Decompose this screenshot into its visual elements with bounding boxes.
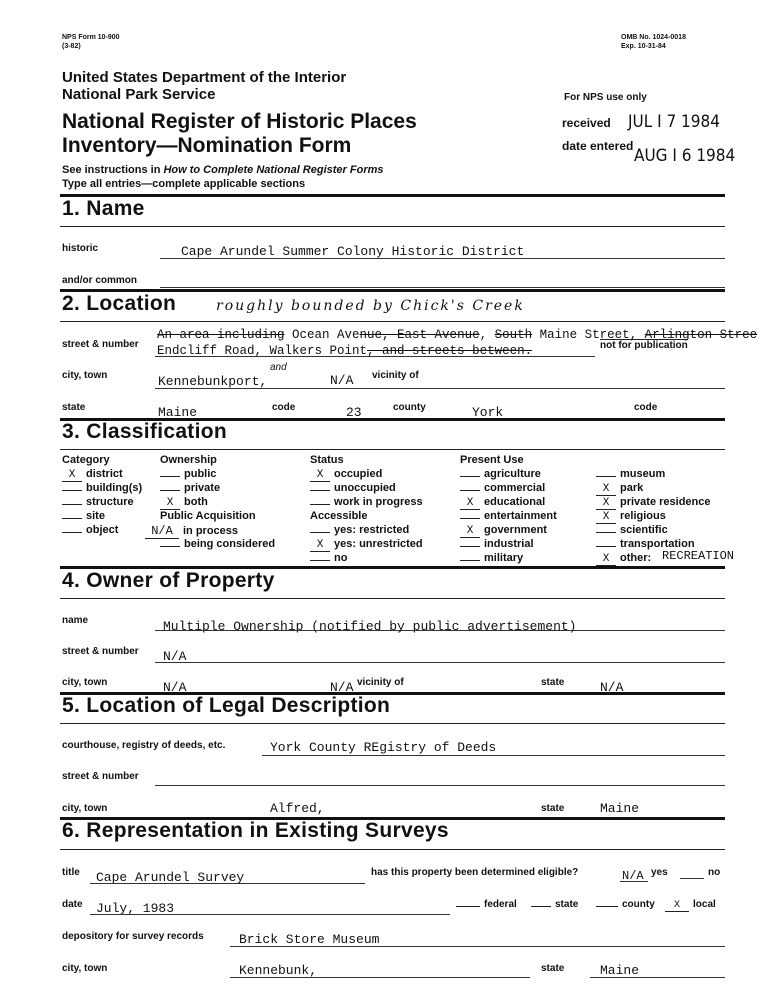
survey-city-value: Kennebunk, — [239, 963, 318, 978]
state-value: Maine — [158, 405, 198, 420]
code-value: 23 — [346, 405, 362, 420]
street-number-label: street & number — [62, 339, 139, 350]
legal-city-label: city, town — [62, 803, 108, 814]
survey-city-label: city, town — [62, 963, 108, 974]
section-divider — [60, 723, 725, 724]
section-divider — [60, 321, 725, 322]
eligible-mark: N/A — [622, 869, 644, 883]
checkbox-use-agriculture[interactable]: agriculture — [460, 468, 541, 480]
survey-title-label: title — [62, 867, 80, 878]
section-rule — [60, 194, 725, 197]
section-6-title: 6. Representation in Existing Surveys — [62, 819, 449, 842]
checkbox-use-private-residence[interactable]: X private residence — [596, 496, 711, 510]
section-divider — [60, 226, 725, 227]
date-entered-stamp: AUG I 6 1984 — [634, 146, 736, 166]
section-divider — [60, 598, 725, 599]
field-line — [262, 755, 725, 756]
checkbox-survey-state[interactable]: state — [531, 899, 578, 910]
city-value: Kennebunkport, — [158, 374, 268, 389]
checkbox-ownership-public[interactable]: public — [160, 468, 216, 480]
survey-state-value: Maine — [600, 963, 640, 978]
checkbox-access-no[interactable]: no — [310, 552, 347, 564]
common-label: and/or common — [62, 275, 138, 286]
checkbox-category-buildings[interactable]: building(s) — [62, 482, 142, 494]
eligible-question: has this property been determined eligible? — [371, 867, 579, 878]
checkbox-acquisition-in-process[interactable]: N/A in process — [145, 524, 238, 539]
checkbox-use-commercial[interactable]: commercial — [460, 482, 545, 494]
county-label: county — [393, 402, 426, 413]
present-use-heading: Present Use — [460, 454, 524, 466]
checkbox-use-park[interactable]: X park — [596, 482, 643, 496]
field-line — [590, 977, 725, 978]
section-divider — [60, 849, 725, 850]
form-title-line1: National Register of Historic Places — [62, 110, 417, 133]
field-line — [155, 630, 725, 631]
handwritten-insert: and — [270, 362, 287, 373]
section-4-title: 4. Owner of Property — [62, 569, 275, 592]
received-stamp: JUL I 7 1984 — [628, 112, 720, 132]
field-line — [230, 977, 530, 978]
checkbox-status-occupied[interactable]: X occupied — [310, 468, 382, 482]
form-title-line2: Inventory—Nomination Form — [62, 134, 352, 157]
form-number: NPS Form 10-900 — [62, 34, 120, 41]
form-revision: (3-82) — [62, 43, 81, 50]
owner-name-label: name — [62, 615, 89, 626]
vicinity-label: vicinity of — [372, 370, 419, 381]
handwritten-boundary-note: roughly bounded by Chick's Creek — [216, 298, 525, 314]
checkbox-use-other[interactable]: X other: — [596, 552, 651, 566]
street-value-line1: An area including Ocean Avenue, East Avenue, South Maine Street, Arlington Stree — [157, 328, 758, 342]
checkbox-use-transportation[interactable]: transportation — [596, 538, 695, 550]
county-code-label: code — [634, 402, 658, 413]
county-value: York — [472, 405, 504, 420]
owner-city-label: city, town — [62, 677, 108, 688]
checkbox-use-entertainment[interactable]: entertainment — [460, 510, 557, 522]
omb-number: OMB No. 1024-0018 — [621, 34, 686, 41]
checkbox-access-unrestricted[interactable]: X yes: unrestricted — [310, 538, 423, 552]
section-divider — [60, 449, 725, 450]
section-2-title: 2. Location — [62, 292, 177, 315]
section-1-title: 1. Name — [62, 197, 145, 220]
survey-title-value: Cape Arundel Survey — [96, 870, 245, 885]
field-line — [155, 388, 725, 389]
checkbox-use-educational[interactable]: X educational — [460, 496, 545, 510]
field-line — [230, 946, 725, 947]
checkbox-survey-county[interactable]: county — [596, 899, 655, 910]
checkbox-ownership-private[interactable]: private — [160, 482, 220, 494]
street-value-line2: Endcliff Road, Walkers Point, and streets between. — [157, 344, 533, 358]
survey-date-value: July, 1983 — [96, 901, 175, 916]
owner-vicinity-mark: N/A — [330, 680, 354, 695]
owner-street-value: N/A — [163, 649, 187, 664]
legal-street-label: street & number — [62, 771, 139, 782]
checkbox-survey-federal[interactable]: federal — [456, 899, 517, 910]
section-3-title: 3. Classification — [62, 420, 227, 443]
field-line — [155, 662, 725, 663]
field-line — [155, 785, 725, 786]
checkbox-use-industrial[interactable]: industrial — [460, 538, 534, 550]
legal-state-value: Maine — [600, 801, 640, 816]
courthouse-label: courthouse, registry of deeds, etc. — [62, 740, 226, 751]
owner-state-label: state — [541, 677, 565, 688]
depository-label: depository for survey records — [62, 931, 204, 942]
historic-label: historic — [62, 243, 99, 254]
historic-name-value: Cape Arundel Summer Colony Historic District — [181, 244, 525, 259]
checkbox-use-religious[interactable]: X religious — [596, 510, 666, 524]
owner-city-value: N/A — [163, 680, 187, 695]
checkbox-use-scientific[interactable]: scientific — [596, 524, 668, 536]
survey-state-label: state — [541, 963, 565, 974]
not-for-publication-label: not for publication — [600, 340, 688, 351]
eligible-yes-label: yes — [651, 867, 668, 878]
owner-name-value: Multiple Ownership (notified by public advertisement) — [163, 619, 577, 634]
ownership-heading: Ownership — [160, 454, 217, 466]
checkbox-category-site[interactable]: site — [62, 510, 105, 522]
owner-vicinity-label: vicinity of — [357, 677, 404, 688]
category-heading: Category — [62, 454, 110, 466]
checkbox-category-object[interactable]: object — [62, 524, 118, 536]
checkbox-use-military[interactable]: military — [460, 552, 523, 564]
checkbox-use-museum[interactable]: museum — [596, 468, 665, 480]
checkbox-use-government[interactable]: X government — [460, 524, 547, 538]
accessible-heading: Accessible — [310, 510, 368, 522]
department-name: United States Department of the Interior — [62, 69, 347, 86]
eligible-no-label: no — [708, 867, 721, 878]
omb-expiration: Exp. 10-31-84 — [621, 43, 666, 50]
checkbox-survey-local[interactable]: X local — [665, 899, 716, 912]
checkbox-acquisition-being-considered[interactable]: being considered — [160, 538, 275, 550]
service-name: National Park Service — [62, 86, 216, 103]
vicinity-mark: N/A — [330, 373, 354, 388]
checkbox-access-restricted[interactable]: yes: restricted — [310, 524, 409, 536]
status-heading: Status — [310, 454, 344, 466]
instructions: See instructions in How to Complete National Register Forms — [62, 164, 384, 176]
field-line — [160, 258, 725, 259]
field-line — [620, 881, 648, 882]
instructions-type: Type all entries—complete applicable sections — [62, 178, 306, 190]
nps-use-label: For NPS use only — [564, 92, 647, 103]
city-town-label: city, town — [62, 370, 108, 381]
checkbox-status-work-in-progress[interactable]: work in progress — [310, 496, 423, 508]
field-line — [160, 287, 725, 288]
owner-state-value: N/A — [600, 680, 624, 695]
survey-date-label: date — [62, 899, 83, 910]
date-entered-label: date entered — [562, 139, 634, 153]
state-label: state — [62, 402, 86, 413]
section-5-title: 5. Location of Legal Description — [62, 694, 391, 717]
depository-value: Brick Store Museum — [239, 932, 380, 947]
checkbox-status-unoccupied[interactable]: unoccupied — [310, 482, 396, 494]
checkbox-ownership-both[interactable]: X both — [160, 496, 208, 510]
checkbox-category-structure[interactable]: structure — [62, 496, 134, 508]
public-acquisition-heading: Public Acquisition — [160, 510, 256, 522]
field-line — [90, 883, 365, 884]
field-line — [90, 914, 450, 915]
other-use-value: RECREATION — [662, 549, 735, 563]
courthouse-value: York County REgistry of Deeds — [270, 740, 497, 755]
code-label: code — [272, 402, 296, 413]
field-line — [155, 356, 595, 357]
checkbox-category-district[interactable]: X district — [62, 468, 123, 482]
received-label: received — [562, 116, 611, 130]
legal-city-value: Alfred, — [270, 801, 325, 816]
field-line — [680, 878, 704, 879]
owner-street-label: street & number — [62, 646, 139, 657]
legal-state-label: state — [541, 803, 565, 814]
